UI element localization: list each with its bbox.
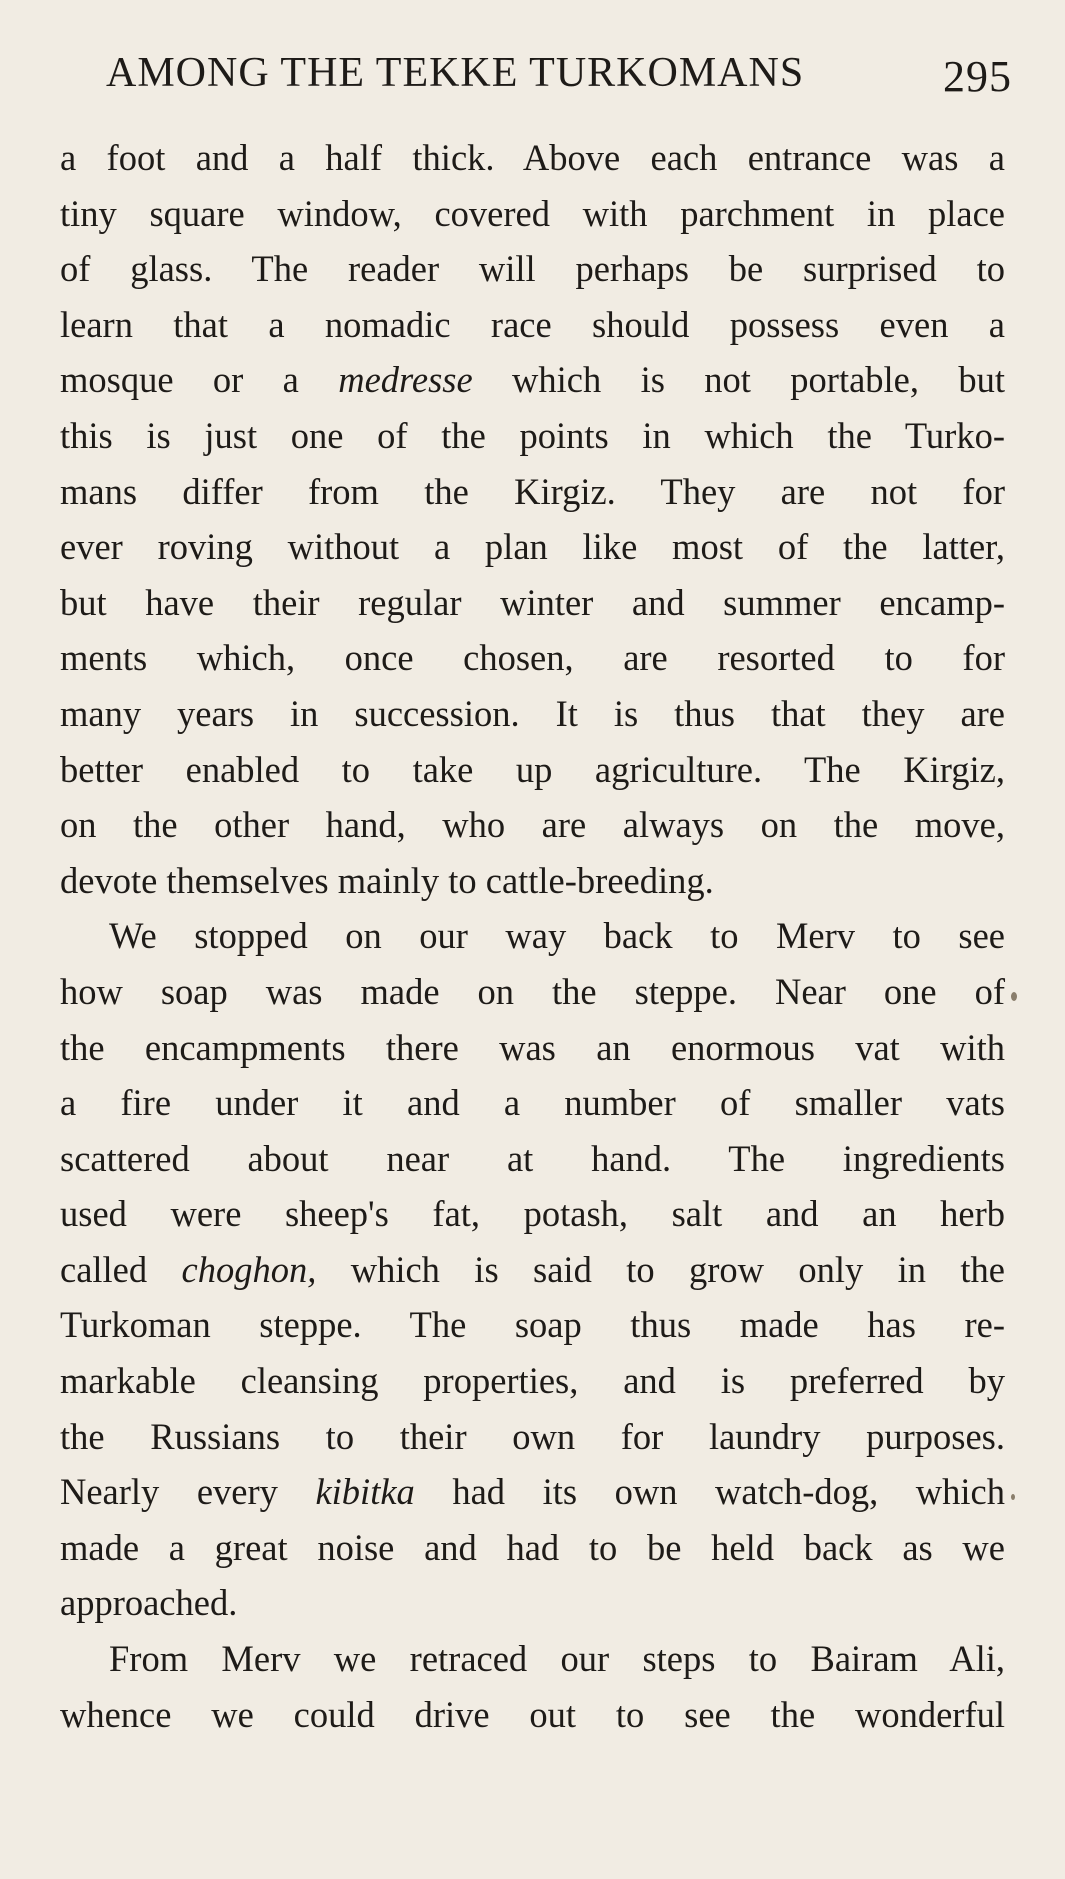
- text-line: how soap was made on the steppe. Near one of: [60, 970, 1005, 1012]
- italic-term: kibitka: [315, 1471, 415, 1513]
- text-line: this is just one of the points in which the Turko-: [60, 414, 1005, 456]
- text-line: [60, 1464, 1005, 1520]
- text-segment: which is said to grow only in the: [316, 1248, 1005, 1290]
- page-number: 295: [943, 52, 1012, 101]
- text-line: devote themselves mainly to cattle-breeding.: [60, 859, 714, 901]
- text-segment: which is not portable, but: [472, 359, 1006, 401]
- text-line: [60, 352, 1005, 408]
- text-line: better enabled to take up agriculture. The Kirgiz,: [60, 748, 1005, 790]
- text-line: [60, 1242, 1005, 1298]
- paper-speck: [1011, 1494, 1015, 1500]
- text-line: mans differ from the Kirgiz. They are not for: [60, 470, 1005, 512]
- text-segment: mosque or a: [60, 359, 339, 401]
- text-line: learn that a nomadic race should possess even a: [60, 303, 1005, 345]
- text-line: tiny square window, covered with parchment in place: [60, 192, 1005, 234]
- text-line: of glass. The reader will perhaps be surprised to: [60, 248, 1005, 290]
- italic-term: choghon,: [181, 1248, 317, 1290]
- text-line: used were sheep's fat, potash, salt and an herb: [60, 1193, 1005, 1235]
- running-head: [106, 48, 1012, 101]
- text-line: We stopped on our way back to Merv to see: [109, 915, 1005, 957]
- text-line: a foot and a half thick. Above each entrance was a: [60, 137, 1005, 178]
- text-line: on the other hand, who are always on the move,: [60, 804, 1005, 846]
- body-text: [60, 130, 1005, 1742]
- text-line: markable cleansing properties, and is preferred by: [60, 1360, 1005, 1402]
- text-line: ments which, once chosen, are resorted to for: [60, 637, 1005, 679]
- text-line: but have their regular winter and summer encamp-: [60, 581, 1005, 623]
- text-line: scattered about near at hand. The ingredients: [60, 1137, 1005, 1179]
- text-line: a fire under it and a number of smaller vats: [60, 1082, 1005, 1124]
- text-line: Turkoman steppe. The soap thus made has re-: [60, 1304, 1005, 1346]
- text-segment: called: [60, 1248, 182, 1290]
- paper-speck: [1011, 992, 1017, 1001]
- text-line: many years in succession. It is thus that they are: [60, 692, 1005, 734]
- text-line: approached.: [60, 1582, 238, 1624]
- italic-term: medresse: [338, 359, 473, 401]
- running-head-title: AMONG THE TEKKE TURKOMANS: [106, 50, 805, 96]
- text-segment: had its own watch-dog, which: [414, 1471, 1005, 1513]
- text-segment: Nearly every: [60, 1471, 316, 1513]
- text-line: the encampments there was an enormous vat with: [60, 1026, 1005, 1068]
- text-line: ever roving without a plan like most of the latter,: [60, 526, 1005, 568]
- text-line: the Russians to their own for laundry purposes.: [60, 1415, 1005, 1457]
- text-line: made a great noise and had to be held back as we: [60, 1526, 1005, 1568]
- text-line: whence we could drive out to see the wonderful: [60, 1693, 1005, 1735]
- text-line: From Merv we retraced our steps to Bairam Ali,: [109, 1638, 1005, 1680]
